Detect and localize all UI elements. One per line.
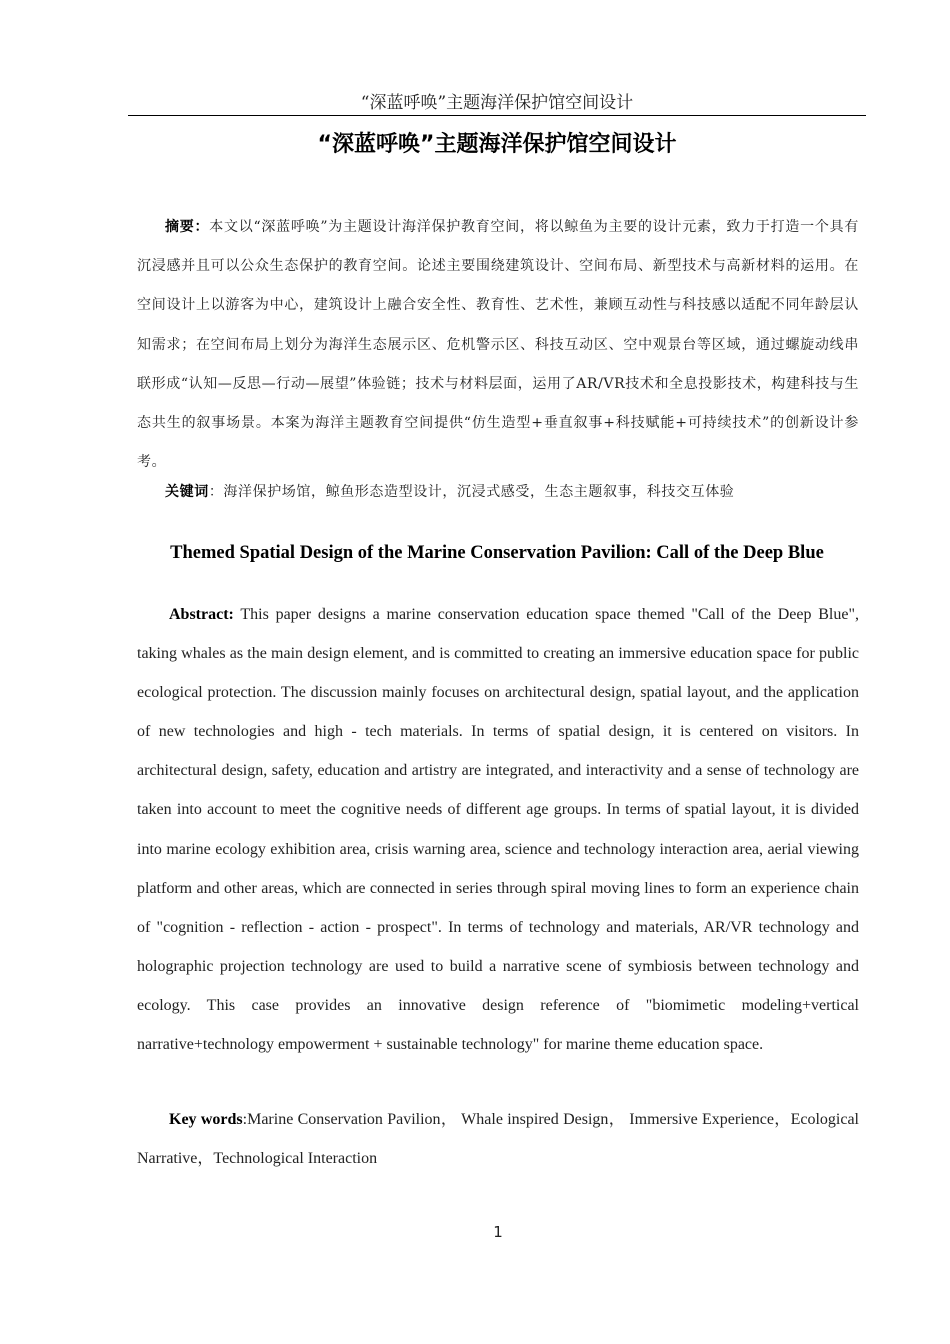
chinese-title: “深蓝呼唤”主题海洋保护馆空间设计	[317, 132, 677, 157]
running-header: “深蓝呼唤”主题海洋保护馆空间设计	[360, 93, 634, 113]
english-keywords	[137, 1100, 859, 1178]
english-keywords-text: :Marine Conservation Pavilion， Whale inspired Design， Immersive Experience，Ecological Narrative，Technological Interaction	[137, 1111, 860, 1168]
chinese-abstract-label: 摘要：	[165, 219, 210, 235]
page-number: 1	[493, 1223, 503, 1241]
chinese-keywords-text: ：海洋保护场馆，鲸鱼形态造型设计，沉浸式感受，生态主题叙事，科技交互体验	[208, 484, 735, 500]
english-keywords-label: Key words	[169, 1111, 243, 1128]
english-title: Themed Spatial Design of the Marine Conservation Pavilion: Call of the Deep Blue	[170, 543, 824, 563]
chinese-keywords-label: 关键词	[165, 484, 209, 500]
english-abstract-label: Abstract:	[169, 606, 234, 623]
english-abstract	[137, 595, 859, 1064]
chinese-keywords	[137, 478, 859, 506]
chinese-abstract	[137, 208, 859, 482]
chinese-abstract-text: 本文以“深蓝呼唤”为主题设计海洋保护教育空间，将以鲸鱼为主要的设计元素，致力于打造一个具有沉浸感并且可以公众生态保护的教育空间。论述主要围绕建筑设计、空间布局、新型技术与高新材料的运用。在空间设计上以游客为中心，建筑设计上融合安全性、教育性、艺术性，兼顾互动性与科技感以适配不同年龄层认知需求；在空间布局上划分为海洋生态展示区、危机警示区、科技互动区、空中观景台等区域，通过螺旋动线串联形成“认知—反思—行动—展望”体验链；技术与材料层面，运用了AR/VR技术和全息投影技术，构建科技与生态共生的叙事场景。本案为海洋主题教育空间提供“仿生造型+垂直叙事+科技赋能+可持续技术”的创新设计参考。	[137, 219, 859, 471]
header-rule	[128, 115, 866, 116]
english-abstract-text: This paper designs a marine conservation education space themed "Call of the Deep Blue", taking whales as the main design element, and is committed to creating an immersive education space for public ecological protection. The discussion mainly focuses on architectural design, spatial layout, and the application of new technologies and high - tech materials. In terms of spatial design, it is centered on visitors. In architectural design, safety, education and artistry are integrated, and interactivity and a sense of technology are taken into account to meet the cognitive needs of different age groups. In terms of spatial layout, it is divided into marine ecology exhibition area, crisis warning area, science and technology interaction area, aerial viewing platform and other areas, which are connected in series through spiral moving lines to form an experience chain of "cognition - reflection - action - prospect". In terms of technology and materials, AR/VR technology and holographic projection technology are used to build a narrative scene of symbiosis between technology and ecology. This case provides an innovative design reference of "biomimetic modeling+vertical narrative+technology empowerment + sustainable technology" for marine theme education space.	[137, 606, 859, 1054]
